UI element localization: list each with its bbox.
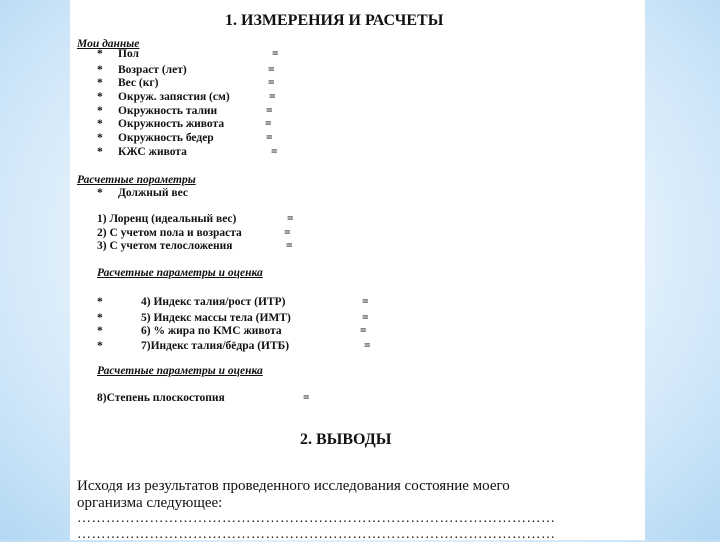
equals-sign: = bbox=[362, 312, 369, 324]
bullet: * bbox=[97, 325, 103, 337]
due-weight-label: Должный вес bbox=[118, 187, 188, 199]
equals-sign: = bbox=[284, 227, 291, 239]
bullet: * bbox=[97, 132, 103, 144]
bullet: * bbox=[97, 187, 103, 199]
bullet: * bbox=[97, 64, 103, 76]
bullet: * bbox=[97, 118, 103, 130]
my-data-label: Окружность бедер bbox=[118, 132, 214, 144]
calc-eval-heading-2: Расчетные параметры и оценка bbox=[97, 365, 263, 377]
equals-sign: = bbox=[286, 240, 293, 252]
conclusion-text-line-2: организма следующее: bbox=[77, 495, 223, 511]
conclusion-text-line-1: Исходя из результатов проведенного исследования состояние моего bbox=[77, 478, 510, 494]
equals-sign: = bbox=[266, 132, 273, 144]
index-label: 6) % жира по КМС живота bbox=[141, 325, 282, 337]
bullet: * bbox=[97, 296, 103, 308]
my-data-label: Вес (кг) bbox=[118, 77, 159, 89]
fill-in-line[interactable]: ……………………………………………………………………………………… bbox=[77, 527, 556, 542]
equals-sign: = bbox=[303, 392, 310, 404]
equals-sign: = bbox=[287, 213, 294, 225]
due-weight-item-label: 3) С учетом телосложения bbox=[97, 240, 233, 252]
fill-in-line[interactable]: ……………………………………………………………………………………… bbox=[77, 511, 556, 526]
index-label: 7)Индекс талия/бёдра (ИТБ) bbox=[141, 340, 290, 352]
my-data-label: Возраст (лет) bbox=[118, 64, 187, 76]
flatfoot-label: 8)Степень плоскостопия bbox=[97, 392, 225, 404]
bullet: * bbox=[97, 77, 103, 89]
equals-sign: = bbox=[265, 118, 272, 130]
bullet: * bbox=[97, 105, 103, 117]
my-data-label: КЖС живота bbox=[118, 146, 187, 158]
equals-sign: = bbox=[269, 91, 276, 103]
my-data-heading: Мои данные bbox=[77, 38, 140, 50]
bullet: * bbox=[97, 48, 103, 60]
index-label: 4) Индекс талия/рост (ИТР) bbox=[141, 296, 286, 308]
my-data-label: Пол bbox=[118, 48, 139, 60]
equals-sign: = bbox=[272, 48, 279, 60]
equals-sign: = bbox=[362, 296, 369, 308]
calc-params-heading: Расчетные пораметры bbox=[77, 174, 196, 186]
equals-sign: = bbox=[268, 64, 275, 76]
bullet: * bbox=[97, 91, 103, 103]
my-data-label: Окружность живота bbox=[118, 118, 225, 130]
section1-title: 1. ИЗМЕРЕНИЯ И РАСЧЕТЫ bbox=[225, 12, 444, 29]
bullet: * bbox=[97, 312, 103, 324]
section2-title: 2. ВЫВОДЫ bbox=[300, 431, 392, 448]
equals-sign: = bbox=[268, 77, 275, 89]
due-weight-item-label: 2) С учетом пола и возраста bbox=[97, 227, 242, 239]
my-data-label: Окружность талии bbox=[118, 105, 218, 117]
index-label: 5) Индекс массы тела (ИМТ) bbox=[141, 312, 291, 324]
my-data-label: Окруж. запястия (см) bbox=[118, 91, 230, 103]
equals-sign: = bbox=[266, 105, 273, 117]
equals-sign: = bbox=[364, 340, 371, 352]
bullet: * bbox=[97, 146, 103, 158]
equals-sign: = bbox=[271, 146, 278, 158]
equals-sign: = bbox=[360, 325, 367, 337]
due-weight-item-label: 1) Лоренц (идеальный вес) bbox=[97, 213, 237, 225]
calc-eval-heading: Расчетные параметры и оценка bbox=[97, 267, 263, 279]
bullet: * bbox=[97, 340, 103, 352]
